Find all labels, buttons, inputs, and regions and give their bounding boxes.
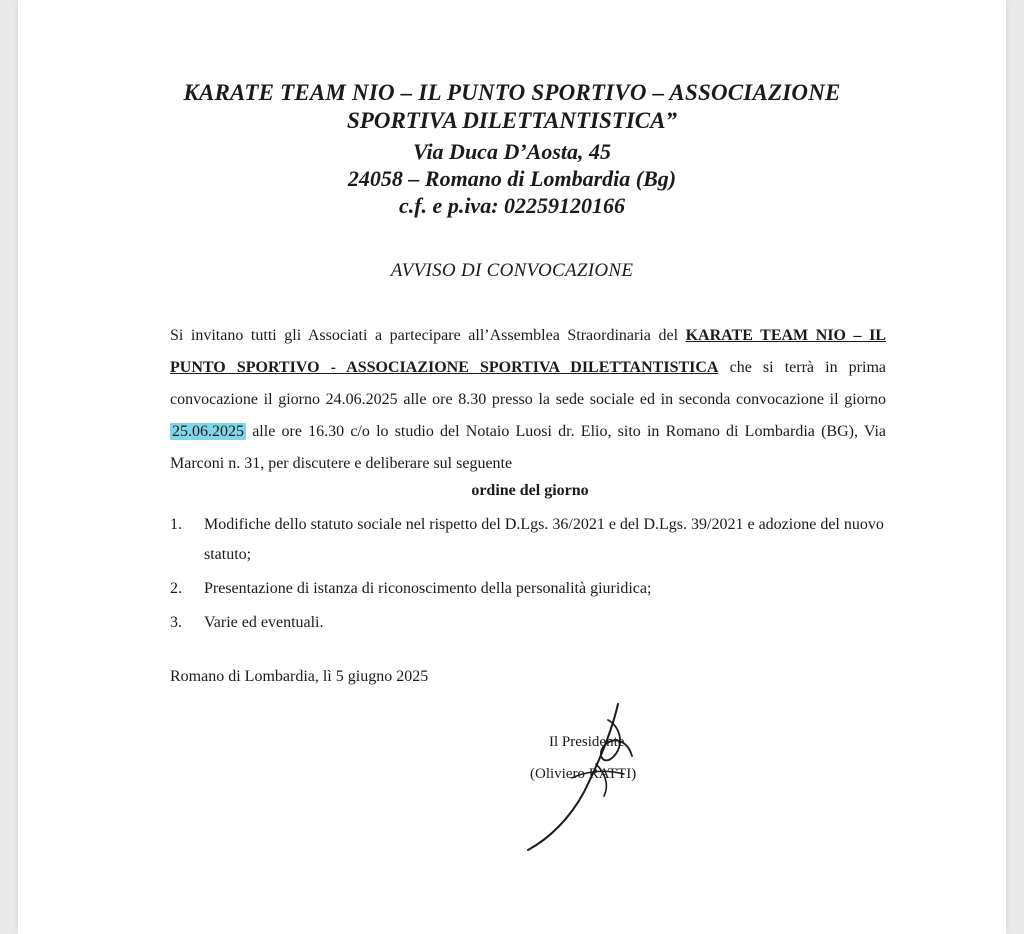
agenda-item bbox=[170, 608, 890, 638]
place-and-date: Romano di Lombardia, lì 5 giugno 2025 bbox=[170, 668, 429, 685]
notice-body bbox=[170, 320, 886, 480]
handwritten-signature bbox=[500, 700, 680, 860]
body-intro: Si invitano tutti gli Associati a partecipare all’Assemblea Straordinaria del bbox=[170, 327, 679, 344]
agenda-item-text: Presentazione di istanza di riconoscimento della personalità giuridica; bbox=[204, 580, 652, 597]
agenda-list bbox=[170, 510, 890, 638]
header-line-2: SPORTIVA DILETTANTISTICA” bbox=[347, 108, 677, 133]
agenda-item-text: Varie ed eventuali. bbox=[204, 614, 324, 631]
header-address: Via Duca D’Aosta, 45 bbox=[412, 139, 612, 164]
agenda-item-text: Modifiche dello statuto sociale nel rispetto del D.Lgs. 36/2021 e del D.Lgs. 39/2021 e adozione del nuovo statuto; bbox=[204, 516, 884, 563]
agenda-item bbox=[170, 574, 890, 604]
agenda-item-number: 2. bbox=[170, 580, 182, 597]
agenda-title: ordine del giorno bbox=[471, 482, 589, 499]
header-city: 24058 – Romano di Lombardia (Bg) bbox=[347, 166, 677, 191]
agenda-item-number: 3. bbox=[170, 614, 182, 631]
agenda-item-number: 1. bbox=[170, 516, 182, 533]
highlighted-date: 25.06.2025 bbox=[172, 423, 244, 440]
signature-name: (Oliviero RATTI) bbox=[530, 766, 637, 782]
body-text-1: che si terrà in prima convocazione il giorno 24.06.2025 alle ore 8.30 presso la sede sociale ed in seconda convocazione il giorno bbox=[170, 359, 887, 408]
body-text-2: alle ore 16.30 c/o lo studio del Notaio Luosi dr. Elio, sito in Romano di Lombardia (BG), Via Marconi n. 31, per discutere e deliberare sul seguente bbox=[170, 423, 887, 472]
organization-name: KARATE TEAM NIO – IL PUNTO SPORTIVO - ASSOCIAZIONE SPORTIVA DILETTANTISTICA bbox=[170, 327, 887, 376]
header-tax-id: c.f. e p.iva: 02259120166 bbox=[398, 193, 626, 218]
notice-title: AVVISO DI CONVOCAZIONE bbox=[390, 260, 634, 281]
agenda-item bbox=[170, 510, 890, 570]
header-line-1: KARATE TEAM NIO – IL PUNTO SPORTIVO – ASSOCIAZIONE bbox=[183, 80, 841, 105]
signature-role: Il Presidente bbox=[549, 734, 625, 750]
